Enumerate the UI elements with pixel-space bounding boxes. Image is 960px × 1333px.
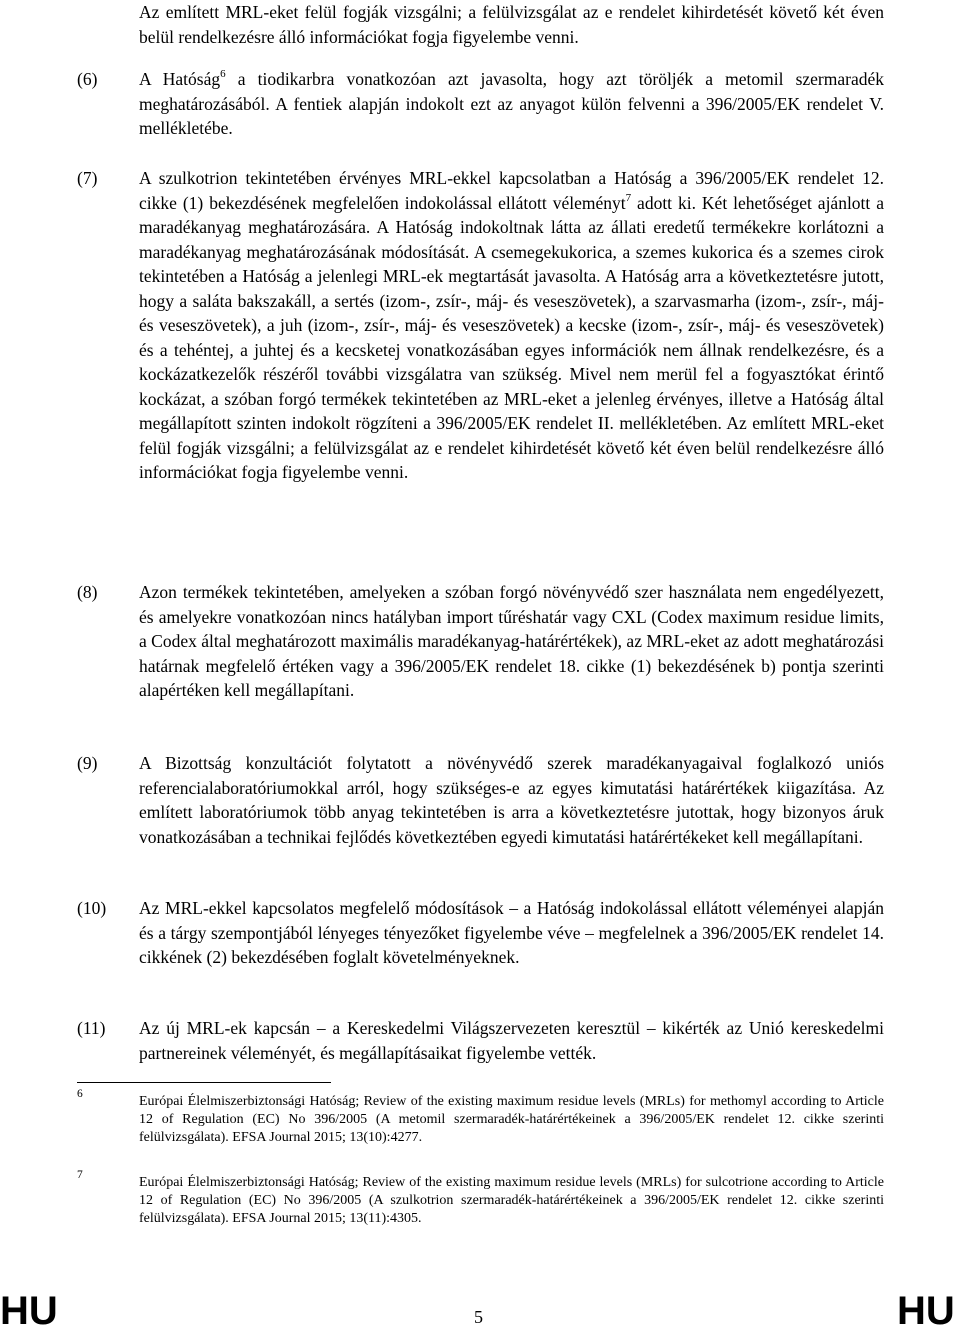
recital-text: A szulkotrion tekintetében érvényes MRL-ekkel kapcsolatban a Hatóság a 396/2005/EK rendelet 12. cikke (1) bekezdésének megfelelően indokolással ellátott véleményt$^7$ adott ki. Két lehetőséget ajánlott a maradékanyag meghatározására. A Hatóság indokoltnak látta az állati eredetű termékekre korlátozni a maradékanyag meghatározásának módosítását. A csemegekukorica, a szemes kukorica és a szemes cirok tekintetében a Hatóság a jelenlegi MRL-ek megtartását javasolta. A Hatóság arra a következtetésre jutott, hogy a saláta bakszakáll, a sertés (izom-, zsír-, máj- és veseszövetek), a szarvasmarha (izom-, zsír-, máj- és veseszövetek), a juh (izom-, zsír-, máj- és veseszövetek) a kecske (izom-, zsír-, máj- és veseszövetek) és a tehéntej, a juhtej és a kecsketej vonatkozásában egyes információk nem állnak rendelkezésre, és a kockázatkezelők részéről további vizsgálatra van szükség. Mivel nem merül fel a fogyasztókat érintő kockázat, a szóban forgó termékek tekintetében az MRL-eket a jelenleg érvényes, illetve a Hatóság által megállapított szinten indokolt rögzíteni a 396/2005/EK rendelet II. mellékletében. Az említett MRL-eket felül fogják vizsgálni; a felülvizsgálat az e rendelet kihirdetését követő két éven belül rendelkezésre álló információkat fogja figyelembe venni.: [139, 168, 884, 482]
recital-number: (7): [77, 168, 98, 188]
page-number: 5: [474, 1307, 483, 1327]
footnote-number: 6: [77, 1088, 83, 1100]
recital-number: (10): [77, 898, 107, 918]
recital-text: A Bizottság konzultációt folytatott a növényvédő szerek maradékanyagaival foglalkozó uniós referencialaboratóriumokkal arról, hogy szükséges-e az egyes kimutatási határértékek kiigazítása. Az említett laboratóriumok több anyag tekintetében is arra a következtetésre jutottak, hogy bizonyos áruk vonatkozásában a technikai fejlődés következtében egyedi kimutatási határértékeket kell megállapítani.: [139, 753, 884, 847]
recital-text: Azon termékek tekintetében, amelyeken a szóban forgó növényvédő szer használata nem engedélyezett, és amelyekre vonatkozóan nincs hatályban import tűréshatár vagy CXL (Codex maximum residue limits, a Codex által meghatározott maximális maradékanyag-határértékek), az MRL-eket az adott meghatározási határnak megfelelő értéken vagy a 396/2005/EK rendelet 18. cikke (1) bekezdésének b) pontja szerinti alapértéken kell megállapítani.: [139, 582, 884, 700]
continuation-text: Az említett MRL-eket felül fogják vizsgálni; a felülvizsgálat az e rendelet kihirdetését követő két éven belül rendelkezésre álló információkat fogja figyelembe venni.: [139, 2, 884, 47]
recital-text: A Hatóság$^6$ a tiodikarbra vonatkozóan azt javasolta, hogy azt töröljék a metomil szermaradék meghatározásából. A fentiek alapján indokolt ezt az anyagot külön felvenni a 396/2005/EK rendelet V. mellékletébe.: [139, 68, 884, 138]
recital-number: (6): [77, 69, 98, 89]
language-code-right: HU: [897, 1289, 955, 1333]
footnote-ref[interactable]: 6: [220, 68, 226, 81]
recital-number: (11): [77, 1018, 106, 1038]
recital-number: (9): [77, 753, 98, 773]
recital-text: Az új MRL-ek kapcsán – a Kereskedelmi Világszervezeten keresztül – kikérték az Unió kereskedelmi partnereinek véleményét, és megállapításaikat figyelembe vették.: [139, 1018, 884, 1063]
recital-number: (8): [77, 582, 98, 602]
footnote-separator: [77, 1082, 331, 1083]
footnote-ref[interactable]: 7: [625, 191, 632, 204]
footnote-text: Európai Élelmiszerbiztonsági Hatóság; Review of the existing maximum residue levels (MRLs) for sulcotrione according to Article 12 of Regulation (EC) No 396/2005 (A szulkotrion szermaradék-határértékeinek a 396/2005/EK rendelet 12. cikke szerinti felülvizsgálata). EFSA Journal 2015; 13(11):4305.: [139, 1175, 884, 1226]
footnote-text: Európai Élelmiszerbiztonsági Hatóság; Review of the existing maximum residue levels (MRLs) for methomyl according to Article 12 of Regulation (EC) No 396/2005 (A metomil szermaradék-határértékeinek a 396/2005/EK rendelet 12. cikke szerinti felülvizsgálata). EFSA Journal 2015; 13(10):4277.: [139, 1094, 884, 1145]
language-code-left: HU: [0, 1289, 58, 1333]
footnote-number: 7: [77, 1169, 83, 1181]
recital-text: Az MRL-ekkel kapcsolatos megfelelő módosítások – a Hatóság indokolással ellátott véleményei alapján és a tárgy szempontjából lényeges tényezőket figyelembe véve – megfelelnek a 396/2005/EK rendelet 14. cikkének (2) bekezdésében foglalt követelményeknek.: [139, 898, 884, 967]
